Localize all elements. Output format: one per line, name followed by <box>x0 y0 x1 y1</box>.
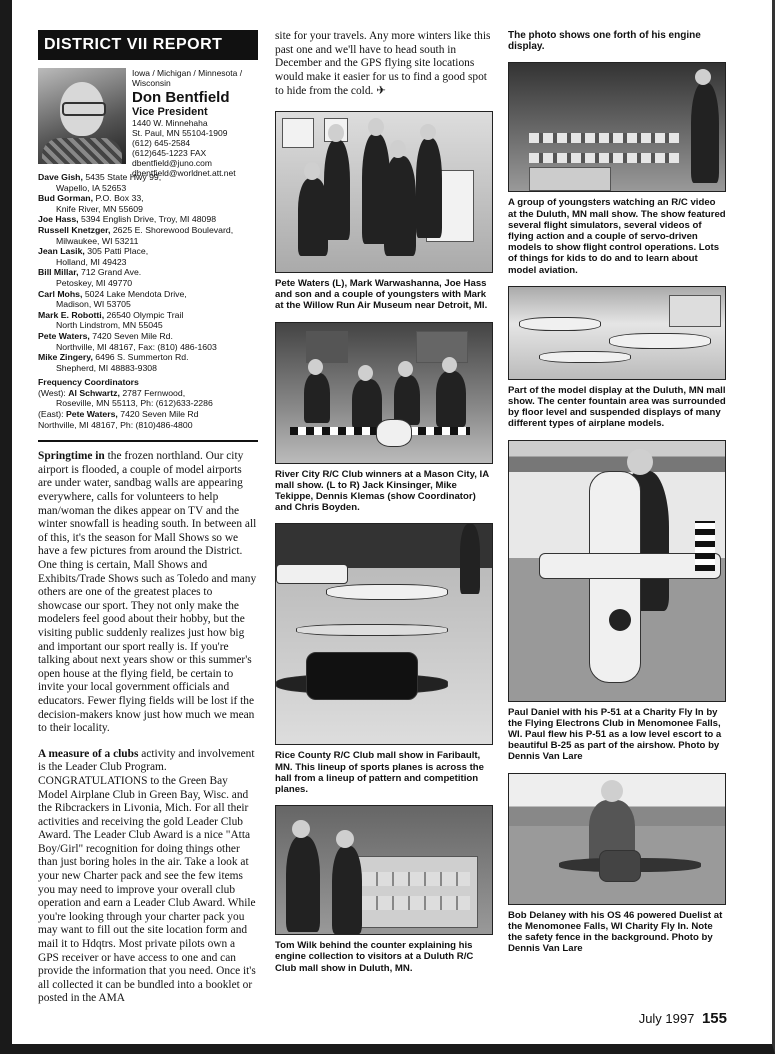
column-middle <box>275 30 493 984</box>
issue-date: July 1997 <box>638 1011 695 1026</box>
caption-photo-8: Bob Delaney with his OS 46 powered Duelist at the Menomonee Falls, WI Charity Fly In. Note the safety fence in the background. Photo by Dennis Van Lare <box>508 909 723 955</box>
photo-river-city-winners <box>275 322 493 464</box>
article-paragraph-2 <box>38 748 258 1006</box>
vp-name: Don Bentfield <box>132 89 230 106</box>
paragraph-2-text: activity and involvement is the Leader Club Program. CONGRATULATIONS to the Green Bay Model Airplane Club in Green Bay, Wisc. and the Ribcrackers in Livonia, Mich. For all their activities and receiving the gold Leader Club Award. The Leader Club Award is a nice "Atta Boy/Girl" recognition for doing things other than just boring holes in the air. Take a look at your new Charter pack and see the few items you may need to improve your overall club operation and earn a Leader Club Award. While you're looking through your charter pack you may want to fill out the site location form and mail it to Hdqtrs. Most private pilots own a GPS receiver or have access to one and can provide the information that you need. Once it's all collected it can be bundled into a booklet or posted in the AMA <box>38 747 256 1005</box>
photo-model-display <box>508 286 726 380</box>
page-footer <box>639 1010 727 1027</box>
directory-entry <box>38 225 258 246</box>
vp-address2: St. Paul, MN 55104-1909 <box>132 128 228 138</box>
vp-email1: dbentfield@juno.com <box>132 158 212 168</box>
directory-entry <box>38 193 258 214</box>
column-right <box>508 30 726 964</box>
associate-vp-directory <box>38 172 258 373</box>
directory-entry <box>38 289 258 310</box>
directory-name: Bud Gorman, <box>38 193 94 204</box>
directory-address-line1: 5394 English Drive, Troy, MI 48098 <box>81 214 217 225</box>
directory-address-line1: 6496 S. Summerton Rd. <box>95 352 189 363</box>
directory-address-line2: Madison, WI 53705 <box>56 299 131 310</box>
freq-west-label: (West): <box>38 387 66 398</box>
directory-name: Carl Mohs, <box>38 288 83 299</box>
directory-name: Joe Hass, <box>38 214 79 225</box>
directory-entry <box>38 331 258 352</box>
photo-kids-video <box>508 62 726 192</box>
freq-east-line1: 7420 Seven Mile Rd <box>120 409 199 420</box>
directory-entry <box>38 214 258 225</box>
directory-address-line2: Knife River, MN 55609 <box>56 203 143 214</box>
end-mark-icon: ✈ <box>376 83 386 98</box>
directory-entry <box>38 267 258 288</box>
caption-photo-6: Part of the model display at the Duluth, MN mall show. The center fountain area was surrounded by floor level and suspended displays of many different types of airplane models. <box>508 384 726 430</box>
directory-address-line1: 5024 Lake Mendota Drive, <box>84 288 187 299</box>
caption-photo-7: Paul Daniel with his P-51 at a Charity Fly In by the Flying Electrons Club in Menomonee Falls, WI. Paul flew his P-51 as a low level escort to a beautiful B-25 as part of the airshow. Photo by Dennis Van Lare <box>508 706 722 763</box>
photo-rice-county-lineup <box>275 523 493 745</box>
directory-address-line1: 7420 Seven Mile Rd. <box>92 330 173 341</box>
directory-address-line2: Milwaukee, WI 53211 <box>56 235 139 246</box>
directory-name: Mark E. Robotti, <box>38 309 105 320</box>
freq-west-line2: Roseville, MN 55113, Ph: (612)633-2286 <box>56 398 213 409</box>
vp-address1: 1440 W. Minnehaha <box>132 118 208 128</box>
photo-duelist-fly-in <box>508 773 726 905</box>
directory-address-line2: Petoskey, MI 49770 <box>56 277 133 288</box>
caption-photo-3: Rice County R/C Club mall show in Faribault, MN. This lineup of sports planes is across the hall from a lineup of pattern and competition planes. <box>275 750 484 795</box>
directory-name: Russell Knetzger, <box>38 224 111 235</box>
freq-heading: Frequency Coordinators <box>38 377 139 388</box>
vp-info <box>132 68 252 178</box>
paragraph-2-lead: A measure of a clubs <box>38 747 139 760</box>
freq-east-line2: Northville, MI 48167, Ph: (810)486-4800 <box>38 419 193 430</box>
freq-west-line1: 2787 Fernwood, <box>122 387 186 398</box>
freq-west-name: Al Schwartz, <box>68 387 120 398</box>
photo-p51-charity-fly-in <box>508 440 726 702</box>
directory-name: Jean Lasik, <box>38 246 85 257</box>
directory-entry <box>38 310 258 331</box>
directory-address-line1: 26540 Olympic Trail <box>106 309 184 320</box>
directory-address-line1: 305 Patti Place, <box>87 246 149 257</box>
directory-address-line2: Holland, MI 49423 <box>56 256 127 267</box>
directory-address-line1: 712 Grand Ave. <box>80 267 142 278</box>
directory-name: Bill Millar, <box>38 267 79 278</box>
caption-photo-5: A group of youngsters watching an R/C video at the Duluth, MN mall show. The show featured several flight simulators, several videos of flying action and a couple of servo-driven models to show flight control operations. Lots of things for kids to do and to learn about model aviation. <box>508 197 726 276</box>
directory-name: Mike Zingery, <box>38 352 93 363</box>
article-body <box>38 450 258 1006</box>
caption-photo-4: Tom Wilk behind the counter explaining his engine collection to visitors at a Duluth R/C Club mall show in Duluth, MN. <box>275 940 474 974</box>
freq-east-name: Pete Waters, <box>66 409 118 420</box>
caption-photo-1: Pete Waters (L), Mark Warwashanna, Joe Hass and son and a couple of youngsters with Mark at the Willow Run Air Museum near Detroit, MI. <box>275 277 488 312</box>
paragraph-3-text: site for your travels. Any more winters like this past one and we'll have to head south in December and the GPS flying site locations would make it easier for us to find a good spot to hide from the cold. <box>275 30 491 98</box>
divider-rule <box>38 440 258 442</box>
photo-willow-run-museum <box>275 111 493 273</box>
vp-region: Iowa / Michigan / Minnesota / Wisconsin <box>132 68 243 88</box>
vp-portrait-photo <box>38 68 126 164</box>
directory-address-line1: 2625 E. Shorewood Boulevard, <box>112 224 234 235</box>
frequency-coordinators <box>38 377 258 430</box>
vp-title: Vice President <box>132 106 208 118</box>
directory-address-line1: 5435 State Hwy 99, <box>85 172 162 182</box>
caption-photo-2: River City R/C Club winners at a Mason City, IA mall show. (L to R) Jack Kinsinger, Mike Tekippe, Dennis Klemas (show Coordinator) and Chris Boyden. <box>275 468 489 514</box>
directory-entry <box>38 352 258 373</box>
page-number: 155 <box>701 1010 727 1027</box>
directory-name: Dave Gish, <box>38 172 83 182</box>
vp-fax: (612)645-1223 FAX <box>132 148 207 158</box>
section-banner: DISTRICT VII REPORT <box>38 30 258 60</box>
paragraph-1-text: the frozen northland. Our city airport is flooded, a couple of model airports are under water, sandbag walls are appearing everywhere, calls for volunteers to help man/woman the dikes appear on TV and the winter snowfall is heading south. In between all of this, it's the season for Mall Shows so we have a few pictures from around the District. One thing is certain, Mall Shows and Exhibits/Trade Shows such as Toledo and many others are one of the greatest places to showcase our sport. They not only make the modelers feel good about their hobby, but the visiting public suddenly realizes just how big and important our sport really is. If you're talking about next years show or this summer's open house at the flying field, be certain to invite your local government officials and educators. Fewer flying fields will be lost if the decision-makers know just how much we mean to their locality. <box>38 450 257 735</box>
photo-engine-collection <box>275 805 493 935</box>
paragraph-1-lead: Springtime in <box>38 450 105 463</box>
article-paragraph-1 <box>38 450 258 735</box>
column-left <box>38 30 258 1018</box>
directory-address-line2: Wapello, IA 52653 <box>56 182 127 193</box>
directory-address-line2: North Lindstrom, MN 55045 <box>56 320 163 331</box>
directory-entry <box>38 246 258 267</box>
freq-east-label: (East): <box>38 409 64 420</box>
directory-address-line2: Northville, MI 48167, Fax: (810) 486-1603 <box>56 341 217 352</box>
directory-address-line1: P.O. Box 33, <box>95 193 144 204</box>
vp-phone: (612) 645-2584 <box>132 138 191 148</box>
article-continuation <box>275 30 493 99</box>
engine-display-note: The photo shows one forth of his engine display. <box>508 30 701 53</box>
directory-address-line2: Shepherd, MI 48883-9308 <box>56 362 157 373</box>
vp-email2: dbentfield@worldnet.att.net <box>132 168 236 178</box>
directory-name: Pete Waters, <box>38 330 90 341</box>
